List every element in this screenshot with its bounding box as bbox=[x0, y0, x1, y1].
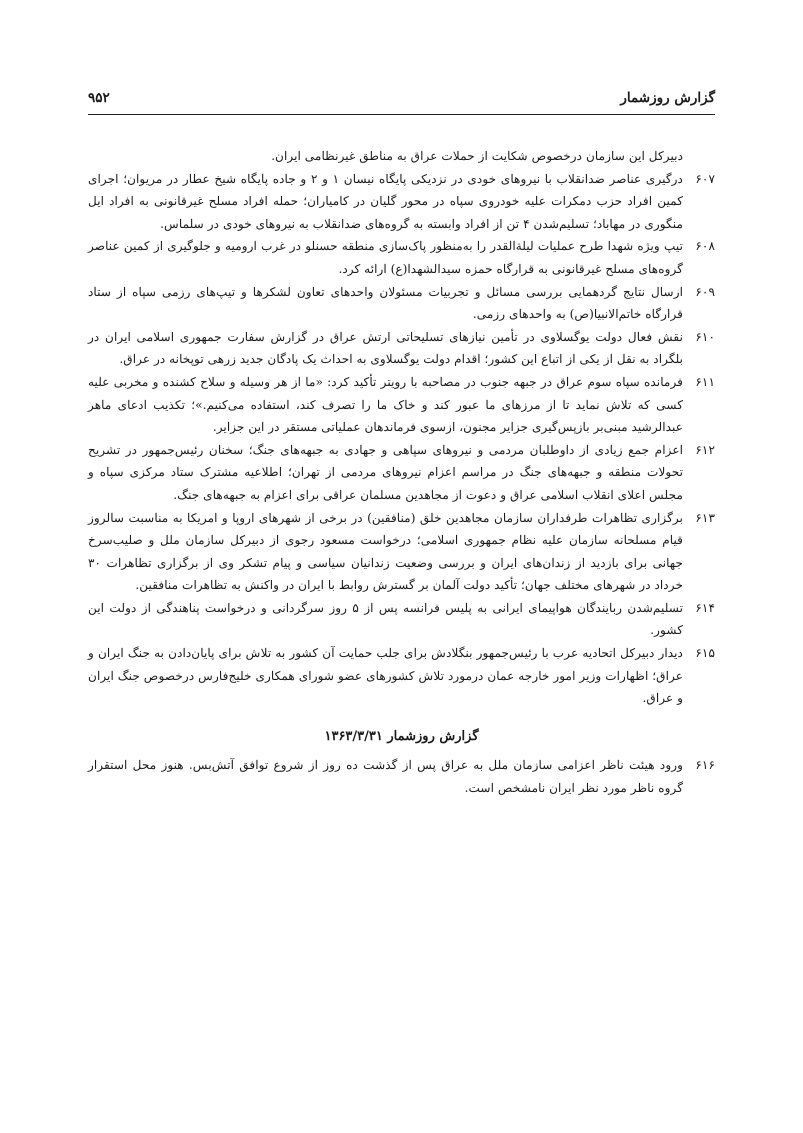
running-title: گزارش روزشمار bbox=[620, 90, 715, 106]
entry-number: ۶۱۱ bbox=[695, 374, 715, 389]
page-header bbox=[88, 86, 715, 115]
entry-615 bbox=[88, 642, 715, 710]
entry-616 bbox=[88, 754, 715, 799]
entry-text: اعزام جمع زیادی از داوطلبان مردمی و نیروهای سپاهی و جهادی به جبهه‌های جنگ؛ سخنان رئیس‌جمهور در تشریح تحولات منطقه و جبهه‌های جنگ در مراسم اعزام نیروهای مردمی از تهران؛ اطلاعیه مشترک ستاد مرکزی سپاه و مجلس اعلای انقلاب اسلامی عراق و دعوت از مجاهدین مسلمان عراقی برای اعزام به جبهه‌های جنگ. bbox=[88, 442, 683, 502]
entry-613 bbox=[88, 507, 715, 597]
entry-text: ارسال نتایج گردهمایی بررسی مسائل و تجربیات مسئولان واحدهای تعاون لشکرها و تیپ‌های رزمی سپاه از ستاد قرارگاه خاتم‌الانبیا(ص) به واحدهای رزمی. bbox=[88, 284, 683, 322]
entry-text: تیپ ویژه شهدا طرح عملیات لیلة‌القدر را به‌منظور پاک‌سازی منطقه حسنلو در غرب ارومیه و جلوگیری از کمین عناصر گروه‌های مسلح غیرقانونی به قرارگاه حمزه سیدالشهدا(ع) ارائه کرد. bbox=[88, 239, 683, 276]
entry-number: ۶۰۷ bbox=[695, 171, 715, 186]
entry-607 bbox=[88, 168, 715, 236]
entry-614 bbox=[88, 597, 715, 642]
entry-608 bbox=[88, 235, 715, 280]
entry-609 bbox=[88, 281, 715, 326]
page-number: ۹۵۲ bbox=[88, 90, 110, 106]
entry-number: ۶۱۶ bbox=[695, 758, 715, 773]
entry-610 bbox=[88, 326, 715, 371]
entry-text: تسلیم‌شدن ربایندگان هواپیمای ایرانی به پلیس فرانسه پس از ۵ روز سرگردانی و درخواست پناهندگی از دولت این کشور. bbox=[88, 600, 684, 638]
section-heading: گزارش روزشمار ۱۳۶۳/۳/۳۱ bbox=[324, 728, 479, 744]
entry-number: ۶۱۵ bbox=[695, 646, 715, 661]
continuation-paragraph: دبیرکل این سازمان درخصوص شکایت از حملات عراق به مناطق غیرنظامی ایران. bbox=[271, 149, 683, 163]
entry-text: فرمانده سپاه سوم عراق در جبهه جنوب در مصاحبه با رویتر تأکید کرد: «ما از هر وسیله و سلاح کشنده و مخربی علیه کسی که تلاش نماید تا از مرزهای ما عبور کند و خاک ما را تصرف کند، استفاده می‌کنیم.»؛ تکذیب ادعای ماهر عبدالرشید مبنی‌بر بازپس‌گیری جزایر مجنون، ازسوی فرماندهان عملیاتی مستقر در این جزایر. bbox=[88, 374, 683, 435]
entry-text: نقش فعال دولت یوگسلاوی در تأمین نیازهای تسلیحاتی ارتش عراق در گزارش سفارت جمهوری اسلامی ایران در بلگراد به نقل از یکی از اتباع این کشور؛ اقدام دولت یوگسلاوی به احداث یک پادگان جدید زرهی توپخانه در عراق. bbox=[88, 329, 683, 367]
entry-number: ۶۱۴ bbox=[695, 600, 715, 615]
page-body bbox=[88, 145, 715, 800]
entry-number: ۶۰۹ bbox=[695, 284, 715, 299]
entry-text: درگیری عناصر ضدانقلاب با نیروهای خودی در نزدیکی پایگاه نیسان ۱ و ۲ و جاده پایگاه شیخ عطار در مریوان؛ اجرای کمین افراد حزب دمکرات علیه خودروی سپاه در محور گلیان در کامیاران؛ حمله افراد مسلح غیرقانونی به افراد ایل منگوری در مهاباد؛ تسلیم‌شدن ۴ تن از افراد وابسته به گروه‌های ضدانقلاب به نیروهای خودی در سلماس. bbox=[88, 171, 683, 231]
entry-text: برگزاری تظاهرات طرفداران سازمان مجاهدین خلق (منافقین) در برخی از شهرهای اروپا و امریکا به مناسبت سالروز قیام مسلحانه سازمان علیه نظام جمهوری اسلامی؛ درخواست مسعود رجوی از دبیرکل سازمان ملل و صلیب‌سرخ جهانی برای بازدید از زندان‌های ایران و بررسی وضعیت زندانیان سیاسی و پیام تشکر وی از برگزاری تظاهرات ۳۰ خرداد در شهرهای مختلف جهان؛ تأکید دولت آلمان بر گسترش روابط با ایران در واکنش به تظاهرات منافقین. bbox=[88, 510, 683, 593]
entry-number: ۶۰۸ bbox=[695, 239, 715, 254]
entry-text: ورود هیئت ناظر اعزامی سازمان ملل به عراق پس از گذشت ده روز از شروع توافق آتش‌بس. هنوز محل استقرار گروه ناظر مورد نظر ایران نامشخص است. bbox=[88, 758, 683, 796]
entry-number: ۶۱۳ bbox=[695, 510, 715, 525]
entry-number: ۶۱۲ bbox=[695, 442, 715, 457]
entry-611 bbox=[88, 371, 715, 439]
entry-text: دیدار دبیرکل اتحادیه عرب با رئیس‌جمهور بنگلادش برای جلب حمایت آن کشور به تلاش برای پایان‌دادن به جنگ ایران و عراق؛ اظهارات وزیر امور خارجه عمان درمورد تلاش کشورهای عضو شورای همکاری خلیج‌فارس درخصوص جنگ ایران و عراق. bbox=[88, 646, 683, 706]
entry-number: ۶۱۰ bbox=[695, 329, 715, 344]
entry-612 bbox=[88, 439, 715, 507]
